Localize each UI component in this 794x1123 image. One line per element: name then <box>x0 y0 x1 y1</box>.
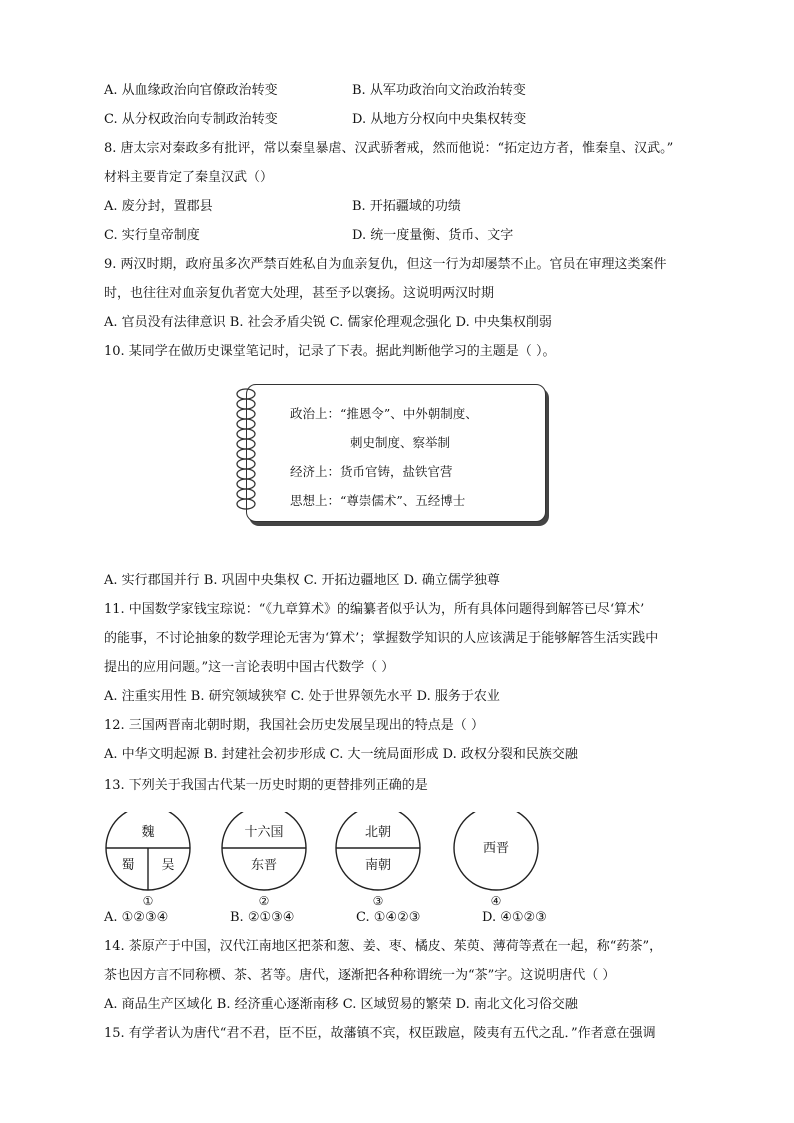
circle-1-bottom-right: 吴 <box>161 858 175 873</box>
note-line-economy: 经济上：货币官铸，盐铁官营 <box>290 464 453 479</box>
q11-stem-line3: 提出的应用问题。”这一言论表明中国古代数学（ ） <box>104 660 395 675</box>
q8-option-d: D. 统一度量衡、货币、文字 <box>352 228 514 243</box>
q8-stem-line2: 材料主要肯定了秦皇汉武（） <box>104 170 274 185</box>
q8-stem-line1: 8. 唐太宗对秦政多有批评，常以秦皇暴虐、汉武骄奢戒，然而他说：“拓定边方者，惟秦皇、汉武。” <box>104 141 674 156</box>
q13-option-a: A. ①②③④ <box>104 910 169 925</box>
q10-stem: 10. 某同学在做历史课堂笔记时，记录了下表。据此判断他学习的主题是（ ）。 <box>104 344 556 359</box>
q11-stem-line2: 的能事，不讨论抽象的数学理论无害为‘算术’；掌握数学知识的人应该满足于能够解答生活实践中 <box>104 631 659 646</box>
note-line-politics-cont: 刺史制度、察举制 <box>350 435 451 450</box>
q13-option-c: C. ①④②③ <box>356 910 421 925</box>
note-line-thought: 思想上：“尊崇儒术”、五经博士 <box>290 493 466 508</box>
circle-4-number: ④ <box>490 894 502 908</box>
q7-option-d: D. 从地方分权向中央集权转变 <box>352 112 527 127</box>
q11-stem-line1: 11. 中国数学家钱宝琮说：“《九章算术》的编纂者似乎认为，所有具体问题得到解答已尽‘算术’ <box>104 602 645 617</box>
circle-3-number: ③ <box>372 894 384 908</box>
circle-1-bottom-left: 蜀 <box>121 858 135 873</box>
q8-option-c: C. 实行皇帝制度 <box>104 228 200 243</box>
note-line-politics: 政治上：“推恩令”、中外朝制度、 <box>290 406 478 421</box>
q7-option-b: B. 从军功政治向文治政治转变 <box>352 83 526 98</box>
circle-3-bottom: 南朝 <box>364 858 392 873</box>
q10-options: A. 实行郡国并行 B. 巩固中央集权 C. 开拓边疆地区 D. 确立儒学独尊 <box>104 573 500 588</box>
q15-stem-line1: 15. 有学者认为唐代“君不君，臣不臣，故藩镇不宾，权臣跋扈，陵夷有五代之乱．”作者意在强调 <box>104 1026 656 1041</box>
spiral-binding-icon <box>232 382 266 526</box>
circle-2-shape <box>222 812 306 890</box>
circle-3-top: 北朝 <box>364 825 392 840</box>
circle-2-bottom: 东晋 <box>250 858 278 873</box>
q13-option-b: B. ②①③④ <box>230 910 295 925</box>
q12-stem: 12. 三国两晋南北朝时期，我国社会历史发展呈现出的特点是（ ） <box>104 718 484 733</box>
q8-option-a: A. 废分封，置郡县 <box>104 199 213 214</box>
q9-options: A. 官员没有法律意识 B. 社会矛盾尖锐 C. 儒家伦理观念强化 D. 中央集权削弱 <box>104 315 552 330</box>
notebook-illustration <box>232 382 546 526</box>
q14-options: A. 商品生产区域化 B. 经济重心逐渐南移 C. 区域贸易的繁荣 D. 南北文化习俗交融 <box>104 997 578 1012</box>
q8-option-b: B. 开拓疆域的功绩 <box>352 199 461 214</box>
circle-3-shape <box>336 812 420 890</box>
q13-option-d: D. ④①②③ <box>482 910 547 925</box>
circle-2-top: 十六国 <box>244 825 284 840</box>
circle-2-number: ② <box>258 894 270 908</box>
q9-stem-line2: 时，也往往对血亲复仇者宽大处理，甚至予以褒扬。这说明两汉时期 <box>104 286 495 301</box>
q13-stem: 13. 下列关于我国古代某一历史时期的更替排列正确的是 <box>104 778 428 793</box>
dynasty-circles-diagram <box>104 812 544 908</box>
q11-options: A. 注重实用性 B. 研究领域狭窄 C. 处于世界领先水平 D. 服务于农业 <box>104 689 500 704</box>
q12-options: A. 中华文明起源 B. 封建社会初步形成 C. 大一统局面形成 D. 政权分裂和民族交融 <box>104 747 578 762</box>
q14-stem-line2: 茶也因方言不同称槚、茶、茗等。唐代，逐渐把各种称谓统一为“茶”字。这说明唐代（ ） <box>104 968 616 983</box>
q7-option-c: C. 从分权政治向专制政治转变 <box>104 112 278 127</box>
circle-4-center: 西晋 <box>482 841 510 856</box>
q14-stem-line1: 14. 茶原产于中国，汉代江南地区把茶和葱、姜、枣、橘皮、茱萸、薄荷等煮在一起，称“药茶”， <box>104 939 663 954</box>
circle-1-top: 魏 <box>141 825 155 840</box>
q9-stem-line1: 9. 两汉时期，政府虽多次严禁百姓私自为血亲复仇，但这一行为却屡禁不止。官员在审理这类案件 <box>104 257 667 272</box>
q7-option-a: A. 从血缘政治向官僚政治转变 <box>104 83 278 98</box>
circle-1-number: ① <box>142 894 154 908</box>
